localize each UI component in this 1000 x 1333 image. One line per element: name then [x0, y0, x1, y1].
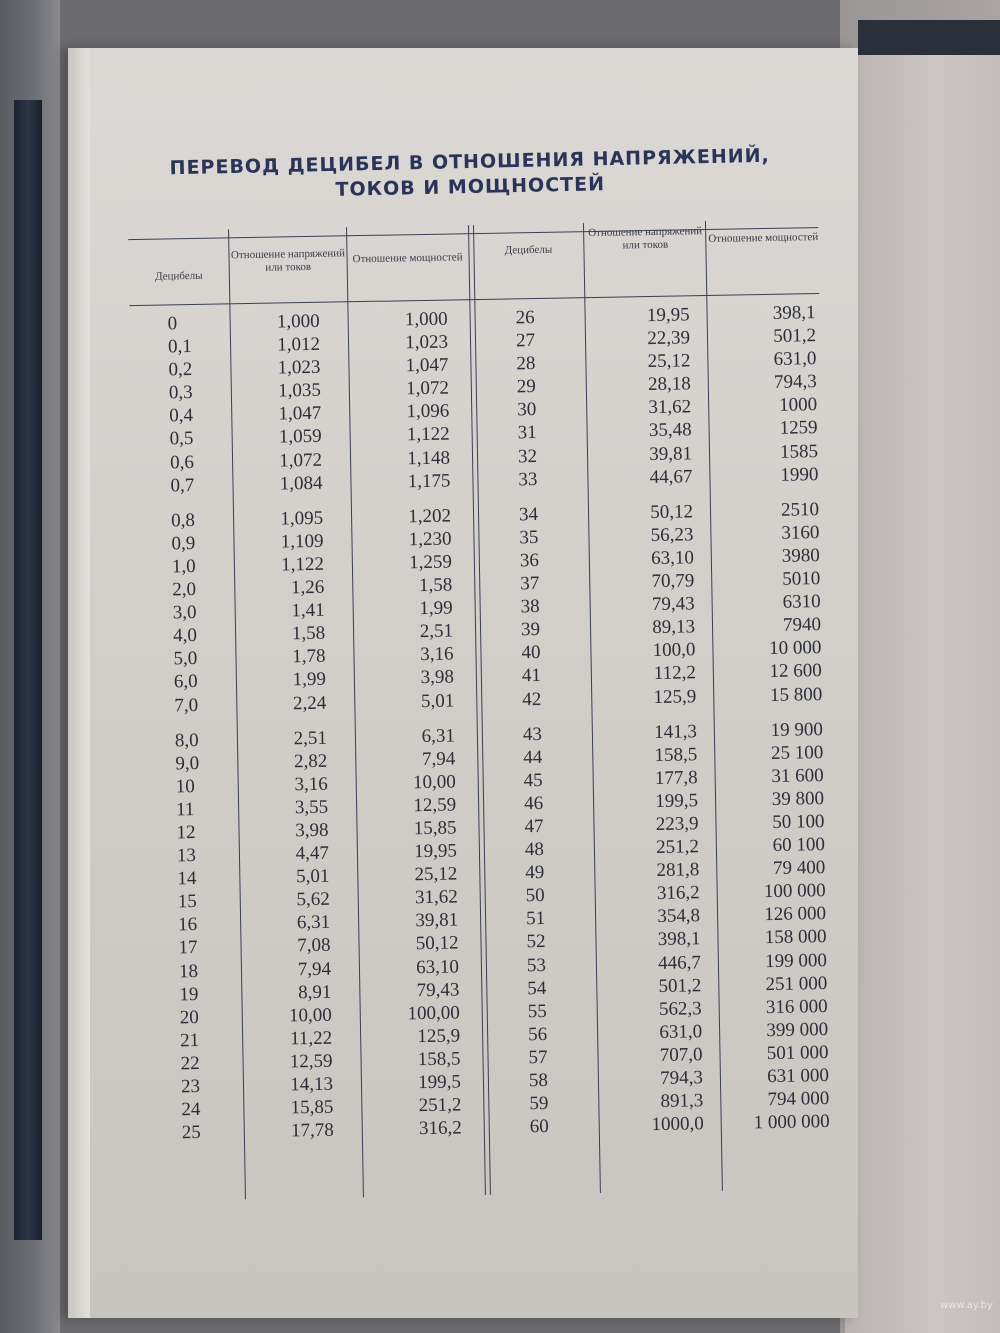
- table-cell: 60: [529, 1116, 549, 1138]
- table-cell: 1,012: [277, 333, 321, 356]
- table-cell: 18: [178, 960, 199, 982]
- table-cell: 199,5: [655, 790, 699, 812]
- table-cell: 0,3: [168, 382, 193, 404]
- table-cell: 25,12: [414, 863, 458, 886]
- column-db-right: [515, 305, 590, 1138]
- table-cell: 25: [181, 1122, 201, 1144]
- table-cell: 1000,0: [651, 1113, 704, 1136]
- table-cell: 34: [518, 503, 539, 526]
- row-group-gap: [171, 496, 231, 509]
- table-cell: 5,01: [295, 865, 330, 888]
- table-cell: 3,16: [420, 643, 454, 666]
- table-cell: 1,023: [277, 356, 321, 379]
- header-db-left: Децибелы: [154, 269, 203, 283]
- table-cell: 1,26: [290, 576, 325, 599]
- table-cell: 1990: [780, 463, 819, 486]
- table-cell: 3,16: [294, 773, 328, 796]
- table-cell: 51: [525, 908, 546, 930]
- row-group-gap: [522, 710, 582, 723]
- table-cell: 12,59: [413, 794, 457, 817]
- table-cell: 398,1: [772, 302, 816, 324]
- table-cell: 50: [525, 885, 545, 907]
- table-cell: 15,85: [290, 1096, 334, 1119]
- table-cell: 0,9: [171, 532, 196, 555]
- table-cell: 631,0: [659, 1021, 703, 1043]
- table-cell: 31,62: [648, 396, 692, 419]
- table-cell: 158,5: [654, 743, 698, 766]
- table-cell: 1,000: [404, 308, 448, 331]
- table-cell: 16: [177, 914, 198, 936]
- table-cell: 1,072: [405, 377, 450, 400]
- table-cell: 1,122: [280, 553, 325, 576]
- header-volt-right: Отношение напряжений или токов: [588, 225, 703, 252]
- table-cell: 794,3: [773, 371, 817, 394]
- table-cell: 21: [180, 1029, 200, 1052]
- table-cell: 11: [175, 798, 195, 821]
- table-cell: 0,2: [168, 359, 193, 381]
- table-cell: 1,095: [280, 507, 324, 530]
- table-cell: 1,202: [408, 505, 452, 528]
- table-cell: 11,22: [289, 1027, 333, 1050]
- header-db-right: Децибелы: [504, 243, 553, 257]
- table-cell: 12: [176, 821, 196, 844]
- table-cell: 158 000: [764, 926, 827, 949]
- page-fold: [68, 48, 90, 1318]
- table-cell: 22,39: [647, 327, 691, 350]
- table-cell: 631 000: [766, 1065, 830, 1088]
- table-cell: 316,2: [418, 1117, 462, 1140]
- column-volt-right: [594, 303, 704, 1137]
- table-cell: 39: [520, 619, 541, 641]
- table-cell: 1000: [779, 394, 818, 417]
- table-cell: 27: [515, 330, 536, 352]
- table-cell: 199 000: [764, 949, 828, 972]
- table-cell: 19: [179, 983, 199, 1005]
- right-book-cover: [858, 20, 1000, 60]
- table-cell: 8,91: [297, 981, 332, 1003]
- table-cell: 3160: [781, 521, 820, 544]
- table-cell: 1,41: [291, 599, 325, 622]
- table-cell: 14: [177, 868, 197, 890]
- table-cell: 8,0: [174, 729, 199, 751]
- table-cell: 14,13: [290, 1073, 334, 1096]
- table-cell: 0,5: [169, 428, 194, 450]
- table-cell: 1,059: [278, 426, 322, 448]
- table-cell: 40: [521, 642, 541, 664]
- table-cell: 4,47: [295, 842, 330, 865]
- table-cell: 7,0: [174, 694, 199, 716]
- table-cell: 1,000: [276, 310, 320, 333]
- table-cell: 44,67: [649, 465, 693, 488]
- table-cell: 1,122: [406, 423, 450, 446]
- table-cell: 57: [528, 1046, 548, 1069]
- table-cell: 1,047: [278, 403, 322, 425]
- table-cell: 251,2: [655, 836, 700, 859]
- table-cell: 26: [515, 307, 535, 329]
- table-cell: 7940: [782, 614, 822, 636]
- table-cell: 1,230: [408, 528, 452, 551]
- table-cell: 1,0: [171, 555, 196, 578]
- table-cell: 0,1: [167, 336, 193, 358]
- table-cell: 2,24: [292, 692, 327, 714]
- table-cell: 2,82: [293, 750, 328, 772]
- table-cell: 1,023: [405, 331, 449, 354]
- table-cell: 24: [181, 1099, 201, 1121]
- table-cell: 10,00: [288, 1004, 332, 1027]
- conversion-table: [128, 219, 845, 1211]
- table-cell: 13: [176, 845, 197, 867]
- table-cell: 19,95: [413, 840, 458, 863]
- table-cell: 501,2: [773, 325, 817, 347]
- table-cell: 100,0: [652, 639, 696, 662]
- table-cell: 1259: [779, 417, 818, 440]
- table-cell: 0,7: [170, 474, 195, 497]
- table-cell: 15 800: [769, 683, 823, 706]
- table-cell: 158,5: [417, 1048, 461, 1071]
- table-cell: 23: [180, 1075, 201, 1098]
- table-cell: 125,9: [417, 1025, 461, 1047]
- table-cell: 31: [517, 422, 537, 444]
- header-volt-left: Отношение напряжений или токов: [230, 247, 346, 274]
- table-cell: 42: [522, 688, 542, 710]
- table-cell: 28,18: [647, 373, 691, 396]
- table-cell: 125,9: [653, 685, 697, 708]
- table-cell: 50,12: [650, 501, 694, 523]
- table-cell: 1,096: [406, 400, 450, 423]
- title-line-1: ПЕРЕВОД ДЕЦИБЕЛ В ОТНОШЕНИЯ НАПРЯЖЕНИЙ,: [169, 144, 771, 180]
- book-spine: [14, 100, 42, 1240]
- table-cell: 54: [527, 977, 547, 999]
- table-cell: 0: [167, 313, 178, 335]
- table-cell: 35,48: [648, 419, 692, 442]
- table-cell: 25,12: [647, 350, 691, 373]
- table-cell: 35: [519, 526, 539, 549]
- table-cell: 46: [523, 792, 544, 815]
- table-cell: 31 600: [771, 764, 824, 787]
- table-cell: 17: [178, 937, 198, 959]
- table-cell: 63,10: [416, 955, 460, 978]
- table-cell: 0,4: [169, 405, 194, 427]
- table-cell: 100 000: [763, 880, 826, 903]
- table-cell: 47: [524, 815, 544, 838]
- table-cell: 70,79: [651, 570, 695, 593]
- table-cell: 41: [521, 665, 542, 687]
- table-cell: 199,5: [418, 1071, 462, 1094]
- table-cell: 891,3: [660, 1090, 704, 1113]
- table-cell: 60 100: [772, 834, 826, 857]
- table-cell: 446,7: [657, 951, 702, 974]
- table-cell: 707,0: [659, 1044, 703, 1066]
- table-cell: 2510: [780, 498, 820, 521]
- table-cell: 6,31: [421, 725, 456, 747]
- table-cell: 50 100: [772, 811, 825, 833]
- table-cell: 251 000: [765, 972, 828, 995]
- table-cell: 1,99: [419, 597, 453, 620]
- table-cell: 1,259: [408, 551, 453, 574]
- column-power-left: [357, 308, 462, 1142]
- table-cell: 49: [525, 862, 545, 884]
- table-cell: 59: [529, 1093, 549, 1115]
- table-cell: 36: [519, 549, 540, 572]
- table-cell: 29: [516, 376, 537, 398]
- table-cell: 1,072: [279, 449, 323, 472]
- table-cell: 3,98: [295, 819, 329, 842]
- table-cell: 631,0: [773, 348, 817, 371]
- table-cell: 6310: [782, 591, 821, 613]
- table-cell: 30: [517, 399, 537, 421]
- table-cell: 6,0: [173, 671, 198, 693]
- table-cell: 251,2: [418, 1094, 462, 1117]
- table-cell: 0,6: [169, 451, 195, 473]
- table-cell: 37: [520, 573, 540, 595]
- header-power-left: Отношение мощностей: [352, 251, 463, 266]
- table-cell: 19,95: [646, 304, 690, 327]
- table-cell: 10,00: [412, 771, 456, 793]
- table-cell: 6,31: [296, 912, 331, 934]
- table-cell: 31,62: [414, 886, 458, 909]
- table-cell: 17,78: [290, 1119, 334, 1142]
- table-cell: 15,85: [413, 817, 457, 840]
- table-cell: 112,2: [653, 662, 697, 685]
- column-volt-left: [239, 310, 334, 1144]
- row-group-gap: [519, 490, 579, 503]
- table-cell: 1,78: [292, 646, 326, 668]
- table-cell: 5,01: [420, 689, 455, 712]
- table-cell: 1,047: [405, 354, 449, 377]
- table-cell: 501 000: [766, 1041, 829, 1064]
- table-cell: 10: [175, 775, 195, 798]
- table-cell: 28: [516, 353, 536, 375]
- table-cell: 100,00: [407, 1002, 460, 1025]
- table-cell: 79,43: [416, 979, 460, 1001]
- table-cell: 10 000: [769, 637, 822, 660]
- table-cell: 5,0: [173, 648, 198, 670]
- table-cell: 7,08: [297, 935, 331, 957]
- table-cell: 12,59: [289, 1050, 333, 1073]
- table-cell: 9,0: [175, 752, 200, 775]
- table-cell: 1,58: [418, 574, 453, 597]
- table-cell: 1,58: [291, 622, 326, 645]
- table-cell: 794 000: [767, 1088, 830, 1111]
- table-cell: 354,8: [657, 905, 701, 928]
- table-cell: 45: [523, 769, 543, 792]
- table-cell: 12 600: [769, 660, 823, 683]
- table-cell: 2,51: [419, 620, 454, 643]
- table-cell: 2,51: [293, 727, 328, 749]
- table-cell: 0,8: [170, 509, 196, 532]
- table-cell: 39,81: [415, 909, 459, 932]
- table-cell: 19 900: [770, 718, 824, 741]
- column-double-divider: [468, 225, 491, 1195]
- table-cell: 44: [523, 746, 543, 768]
- table-cell: 501,2: [658, 974, 702, 997]
- table-cell: 79 400: [772, 857, 826, 880]
- table-cell: 63,10: [650, 547, 695, 569]
- table-cell: 48: [524, 839, 545, 861]
- table-cell: 79,43: [651, 593, 695, 616]
- table-cell: 5010: [782, 568, 821, 590]
- table-cell: 20: [179, 1006, 199, 1029]
- column-power-right: [715, 301, 830, 1135]
- table-cell: 5,62: [296, 888, 330, 911]
- table-cell: 56,23: [650, 524, 694, 546]
- table-cell: 89,13: [652, 616, 696, 639]
- table-cell: 25 100: [770, 741, 824, 764]
- table-cell: 794,3: [659, 1067, 704, 1089]
- row-group-gap: [175, 716, 235, 729]
- title-line-2: ТОКОВ И МОЩНОСТЕЙ: [335, 173, 606, 201]
- table-cell: 39 800: [771, 787, 825, 810]
- table-cell: 281,8: [656, 859, 700, 882]
- table-cell: 1,084: [279, 472, 323, 495]
- table-cell: 3,55: [294, 796, 329, 819]
- table-cell: 38: [520, 596, 540, 618]
- table-cell: 141,3: [653, 720, 698, 743]
- table-cell: 52: [526, 931, 546, 953]
- table-cell: 223,9: [655, 813, 699, 835]
- table-cell: 7,94: [421, 748, 456, 770]
- table-cell: 32: [517, 445, 538, 467]
- right-page: [845, 55, 1000, 1333]
- table-cell: 15: [177, 891, 197, 913]
- table-cell: 316 000: [765, 995, 828, 1018]
- table-cell: 177,8: [654, 767, 698, 789]
- table-cell: 1,148: [407, 447, 451, 469]
- table-cell: 1585: [779, 440, 819, 463]
- table-cell: 1,175: [407, 470, 451, 492]
- table-cell: 1 000 000: [753, 1111, 830, 1134]
- table-cell: 1,035: [277, 380, 322, 402]
- table-cell: 3980: [781, 545, 821, 567]
- table-cell: 316,2: [656, 882, 700, 905]
- table-cell: 50,12: [415, 932, 459, 955]
- table-cell: 1,99: [292, 669, 327, 691]
- table-cell: 22: [180, 1052, 200, 1075]
- table-cell: 3,98: [420, 666, 455, 689]
- watermark: www.ay.by: [940, 1300, 993, 1311]
- table-cell: 53: [526, 954, 547, 976]
- table-cell: 2,0: [172, 579, 197, 601]
- table-cell: 7,94: [297, 958, 332, 980]
- table-cell: 398,1: [657, 928, 701, 951]
- table-cell: 58: [528, 1069, 549, 1092]
- table-cell: 562,3: [658, 997, 702, 1020]
- table-cell: 55: [527, 1000, 547, 1022]
- table-cell: 3,0: [172, 602, 197, 624]
- table-cell: 4,0: [172, 625, 198, 647]
- table-cell: 126 000: [764, 903, 827, 926]
- table-cell: 56: [527, 1023, 548, 1046]
- table-cell: 33: [518, 468, 538, 490]
- header-power-right: Отношение мощностей: [708, 231, 819, 245]
- table-cell: 43: [522, 723, 543, 745]
- table-cell: 399 000: [766, 1018, 829, 1041]
- table-cell: 1,109: [280, 530, 324, 553]
- table-cell: 39,81: [649, 442, 693, 465]
